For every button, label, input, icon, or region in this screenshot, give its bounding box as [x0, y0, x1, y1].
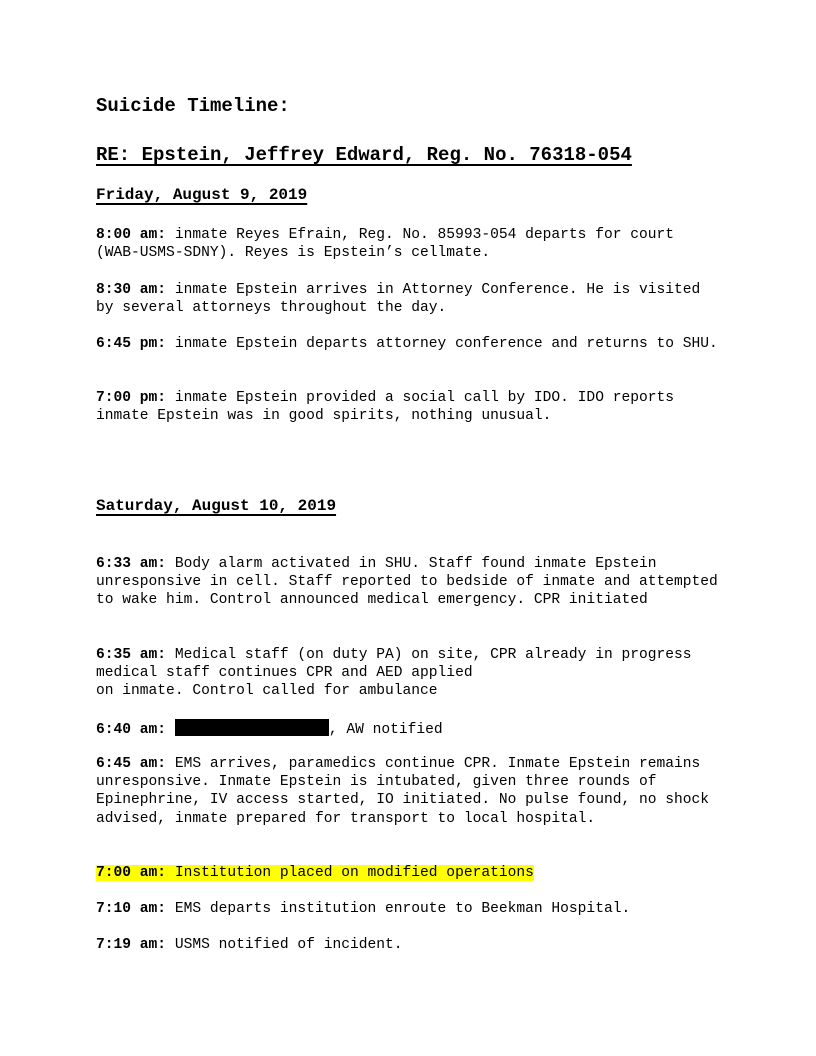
entry-text: inmate Reyes Efrain, Reg. No. 85993-054 departs for court (WAB-USMS-SDNY). Reyes is Epstein’s cellmate.: [96, 227, 675, 262]
entry-time: 7:00 pm:: [96, 390, 167, 406]
subject-line: RE: Epstein, Jeffrey Edward, Reg. No. 76318-054: [96, 144, 632, 166]
entry-text: inmate Epstein departs attorney conference and returns to SHU.: [166, 336, 718, 352]
entry-text: USMS notified of incident.: [166, 937, 403, 953]
timeline-entry: [96, 646, 726, 701]
entry-time: 6:40 am:: [96, 722, 167, 738]
entry-time: 7:00 am:: [96, 865, 167, 881]
entry-time: 8:00 am:: [96, 227, 167, 243]
timeline-entry: [96, 555, 726, 610]
timeline-entry: [96, 389, 726, 425]
timeline-entry: [96, 226, 726, 262]
entry-text: Medical staff (on duty PA) on site, CPR already in progress medical staff continues CPR and AED applied on inmate. Control called for ambulance: [96, 647, 692, 700]
page-title: Suicide Timeline:: [96, 95, 290, 117]
timeline-entry: [96, 900, 726, 918]
entry-time: 7:19 am:: [96, 937, 167, 953]
entry-text: inmate Epstein arrives in Attorney Conference. He is visited by several attorneys throughout the day.: [96, 282, 701, 317]
entry-text: , AW notified: [328, 722, 443, 738]
entry-text: EMS arrives, paramedics continue CPR. Inmate Epstein remains unresponsive. Inmate Epstein is intubated, given three rounds of Epinephrine, IV access started, IO initiated. No pulse found, no shock advised, inmate prepared for transport to local hospital.: [96, 756, 710, 827]
entry-text: inmate Epstein provided a social call by IDO. IDO reports inmate Epstein was in good spirits, nothing unusual.: [96, 390, 675, 425]
day-heading-saturday: Saturday, August 10, 2019: [96, 497, 337, 515]
entry-text: Body alarm activated in SHU. Staff found inmate Epstein unresponsive in cell. Staff reported to bedside of inmate and attempted to wake him. Control announced medical emergency. CPR initiated: [96, 556, 718, 609]
entry-time: 6:33 am:: [96, 556, 167, 572]
entry-time: 8:30 am:: [96, 282, 167, 298]
timeline-entry-highlighted: [96, 864, 726, 882]
day-heading-friday: Friday, August 9, 2019: [96, 186, 308, 204]
timeline-entry: [96, 936, 726, 954]
entry-text: EMS departs institution enroute to Beekman Hospital.: [166, 901, 631, 917]
timeline-entry: [96, 755, 726, 828]
entry-text: Institution placed on modified operations: [166, 865, 534, 881]
entry-time: 6:45 pm:: [96, 336, 167, 352]
entry-time: 6:45 am:: [96, 756, 167, 772]
timeline-entry: [96, 335, 726, 353]
timeline-entry: [96, 281, 726, 317]
redaction-block: [175, 719, 329, 736]
entry-time: 7:10 am:: [96, 901, 167, 917]
timeline-entry: [96, 719, 726, 739]
entry-time: 6:35 am:: [96, 647, 167, 663]
